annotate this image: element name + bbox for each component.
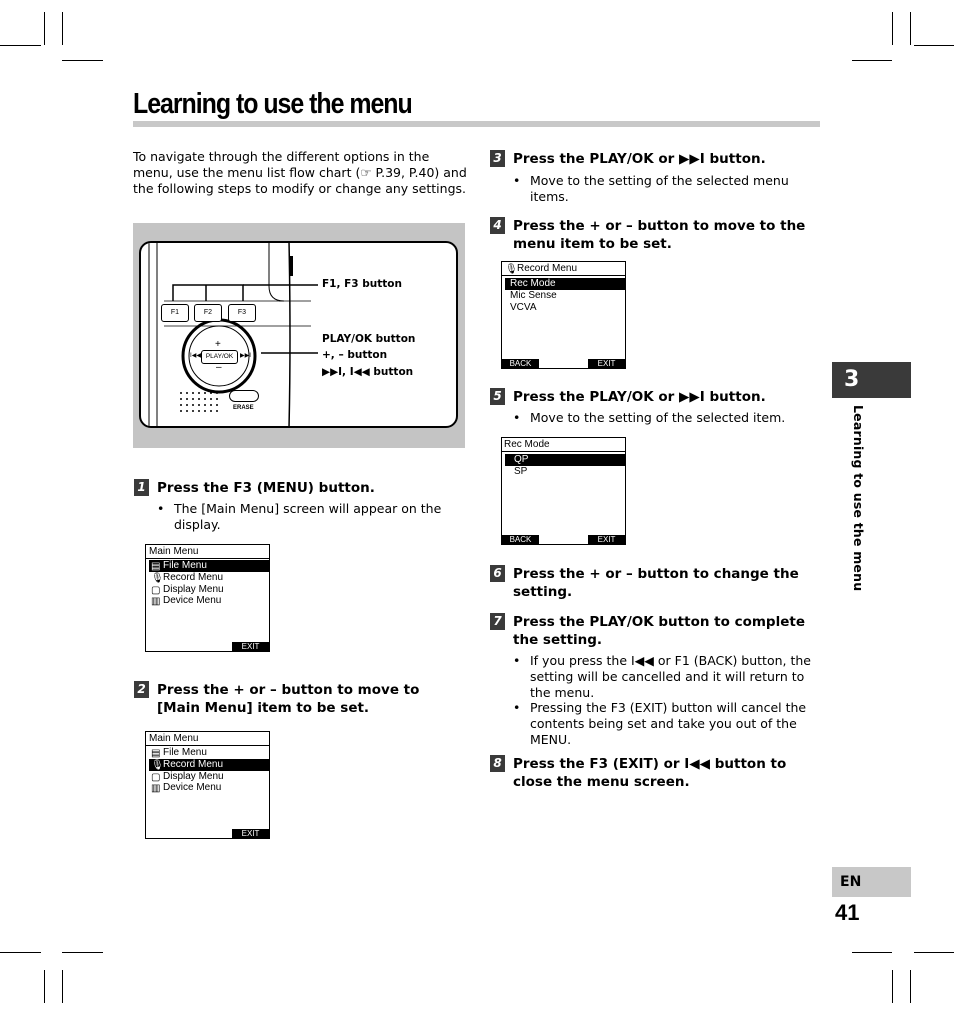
step-7-text: Press the PLAY/OK button to complete the setting.: [513, 614, 805, 648]
exit-softkey: EXIT: [232, 642, 269, 651]
menu-row: 🎙Record Menu: [151, 572, 224, 584]
intro-paragraph: To navigate through the different options in the menu, use the menu list flow chart (☞ P.39, P.40) and the following steps to modify or change any settings.: [133, 149, 467, 196]
step-number: 4: [490, 217, 505, 234]
crop-mark: [0, 952, 41, 953]
screen-title: Main Menu: [149, 546, 199, 557]
step-number: 2: [134, 681, 149, 698]
play-ok-button[interactable]: PLAY/OK: [201, 350, 238, 364]
menu-row: ▥ Device Menu: [151, 595, 222, 607]
step-number: 6: [490, 565, 505, 582]
menu-row: SP: [514, 466, 528, 477]
step-number: 5: [490, 388, 505, 405]
f3-button[interactable]: F3: [228, 304, 256, 322]
f1-button[interactable]: F1: [161, 304, 189, 322]
crop-mark: [44, 970, 45, 1003]
crop-mark: [914, 952, 954, 953]
exit-softkey: EXIT: [588, 535, 625, 544]
step-7-bullet: • If you press the I◀◀ or F1 (BACK) button, the setting will be cancelled and it will return to the menu.: [530, 653, 818, 701]
crop-mark: [914, 45, 954, 46]
crop-mark: [892, 970, 893, 1003]
f2-button[interactable]: F2: [194, 304, 222, 322]
crop-mark: [62, 60, 103, 61]
rewind-icon[interactable]: I◀◀: [190, 352, 201, 359]
step-number: 7: [490, 613, 505, 630]
menu-row: Mic Sense: [510, 290, 557, 301]
menu-row: ▤ File Menu: [151, 747, 207, 759]
step-4-text: Press the + or – button to move to the menu item to be set.: [513, 218, 806, 252]
crop-mark: [852, 60, 892, 61]
menu-row: QP: [505, 454, 625, 466]
page-title: Learning to use the menu: [133, 88, 412, 120]
page-number: 41: [835, 900, 860, 925]
step-number: 3: [490, 150, 505, 167]
step-6-text: Press the + or – button to change the setting.: [513, 566, 799, 600]
crop-mark: [892, 12, 893, 45]
main-menu-screen-2: [145, 731, 270, 839]
plus-minus-callout: +, – button: [322, 349, 388, 361]
screen-title: Rec Mode: [504, 439, 550, 450]
chapter-tab: 3: [832, 362, 911, 398]
erase-label: ERASE: [233, 405, 254, 411]
exit-softkey: EXIT: [588, 359, 625, 368]
menu-row: ▢ Display Menu: [151, 584, 224, 596]
menu-row: 🎙Record Menu: [149, 759, 269, 771]
crop-mark: [62, 970, 63, 1003]
menu-row: ▤ File Menu: [149, 560, 269, 572]
crop-mark: [44, 12, 45, 45]
record-menu-screen: [501, 261, 626, 369]
step-5-text: Press the PLAY/OK or ▶▶I button.: [513, 389, 766, 405]
minus-button[interactable]: –: [216, 362, 222, 373]
crop-mark: [910, 970, 911, 1003]
step-1-text: Press the F3 (MENU) button.: [157, 480, 375, 496]
fast-forward-icon[interactable]: ▶▶I: [240, 352, 251, 359]
plus-button[interactable]: +: [215, 339, 221, 350]
screen-title: Main Menu: [149, 733, 199, 744]
step-number: 8: [490, 755, 505, 772]
step-2-text: Press the + or – button to move to [Main Menu] item to be set.: [157, 682, 420, 716]
play-ok-callout: PLAY/OK button: [322, 333, 416, 345]
step-5-bullet: • Move to the setting of the selected item.: [530, 410, 810, 426]
chapter-side-label: Learning to use the menu: [851, 405, 866, 592]
menu-row: ▢ Display Menu: [151, 771, 224, 783]
menu-row: ▥ Device Menu: [151, 782, 222, 794]
crop-mark: [910, 12, 911, 45]
screen-title: 🎙Record Menu: [505, 263, 578, 275]
language-tab: EN: [832, 867, 911, 897]
rec-mode-screen: [501, 437, 626, 545]
f1-f3-callout: F1, F3 button: [322, 278, 402, 290]
exit-softkey: EXIT: [232, 829, 269, 838]
step-7-bullet: • Pressing the F3 (EXIT) button will cancel the contents being set and take you out of the MENU.: [530, 700, 818, 748]
crop-mark: [852, 952, 892, 953]
main-menu-screen: [145, 544, 270, 652]
step-number: 1: [134, 479, 149, 496]
menu-row: Rec Mode: [505, 278, 625, 290]
back-softkey: BACK: [502, 535, 539, 544]
step-3-bullet: • Move to the setting of the selected menu items.: [530, 173, 810, 205]
step-1-bullet: • The [Main Menu] screen will appear on the display.: [174, 501, 464, 533]
title-underline: [133, 121, 820, 127]
crop-mark: [0, 45, 41, 46]
step-3-text: Press the PLAY/OK or ▶▶I button.: [513, 151, 766, 167]
menu-row: VCVA: [510, 302, 537, 313]
crop-mark: [62, 12, 63, 45]
skip-callout: ▶▶I, I◀◀ button: [322, 366, 414, 378]
back-softkey: BACK: [502, 359, 539, 368]
step-8-text: Press the F3 (EXIT) or I◀◀ button to close the menu screen.: [513, 756, 787, 790]
crop-mark: [62, 952, 103, 953]
